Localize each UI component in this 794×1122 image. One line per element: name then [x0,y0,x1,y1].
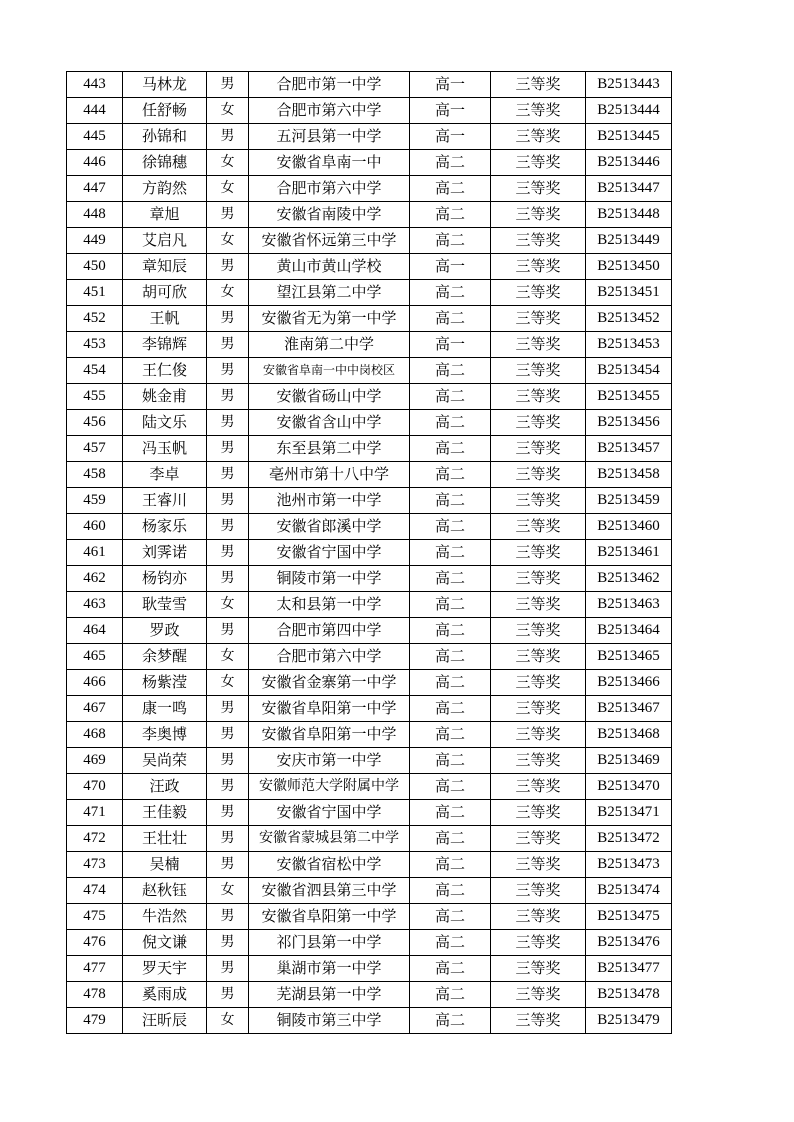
school-name: 安徽省宁国中学 [249,800,410,826]
student-gender: 男 [207,202,249,228]
certificate-code: B2513445 [586,124,672,150]
school-name: 合肥市第一中学 [249,72,410,98]
row-number: 458 [67,462,123,488]
school-name: 祁门县第一中学 [249,930,410,956]
school-name: 巢湖市第一中学 [249,956,410,982]
row-number: 479 [67,1008,123,1034]
grade-level: 高二 [410,280,491,306]
grade-level: 高二 [410,566,491,592]
table-row [67,280,672,306]
grade-level: 高二 [410,670,491,696]
table-row [67,592,672,618]
award-level: 三等奖 [491,930,586,956]
school-name: 安徽省郎溪中学 [249,514,410,540]
certificate-code: B2513459 [586,488,672,514]
grade-level: 高二 [410,410,491,436]
certificate-code: B2513464 [586,618,672,644]
table-row [67,644,672,670]
student-name: 吴楠 [123,852,207,878]
table-row [67,982,672,1008]
table-row [67,488,672,514]
grade-level: 高二 [410,306,491,332]
award-level: 三等奖 [491,540,586,566]
certificate-code: B2513473 [586,852,672,878]
student-name: 徐锦穗 [123,150,207,176]
grade-level: 高二 [410,618,491,644]
grade-level: 高二 [410,774,491,800]
student-name: 孙锦和 [123,124,207,150]
award-winners-table [66,71,672,1034]
award-level: 三等奖 [491,72,586,98]
certificate-code: B2513475 [586,904,672,930]
table-row [67,904,672,930]
student-gender: 女 [207,1008,249,1034]
certificate-code: B2513455 [586,384,672,410]
table-row [67,358,672,384]
school-name: 安徽省宿松中学 [249,852,410,878]
award-level: 三等奖 [491,280,586,306]
grade-level: 高二 [410,514,491,540]
certificate-code: B2513477 [586,956,672,982]
school-name: 安徽省阜阳第一中学 [249,696,410,722]
row-number: 463 [67,592,123,618]
row-number: 466 [67,670,123,696]
grade-level: 高一 [410,72,491,98]
certificate-code: B2513461 [586,540,672,566]
school-name: 安徽省泗县第三中学 [249,878,410,904]
award-level: 三等奖 [491,982,586,1008]
award-level: 三等奖 [491,566,586,592]
row-number: 460 [67,514,123,540]
student-gender: 男 [207,72,249,98]
row-number: 454 [67,358,123,384]
award-level: 三等奖 [491,618,586,644]
certificate-code: B2513470 [586,774,672,800]
student-name: 王佳毅 [123,800,207,826]
student-gender: 女 [207,98,249,124]
student-gender: 男 [207,488,249,514]
grade-level: 高二 [410,930,491,956]
table-row [67,462,672,488]
student-name: 汪昕辰 [123,1008,207,1034]
award-level: 三等奖 [491,462,586,488]
school-name: 合肥市第六中学 [249,98,410,124]
award-level: 三等奖 [491,306,586,332]
student-gender: 男 [207,800,249,826]
row-number: 462 [67,566,123,592]
student-gender: 男 [207,462,249,488]
student-name: 章旭 [123,202,207,228]
school-name: 铜陵市第一中学 [249,566,410,592]
certificate-code: B2513467 [586,696,672,722]
certificate-code: B2513456 [586,410,672,436]
student-gender: 女 [207,644,249,670]
school-name: 芜湖县第一中学 [249,982,410,1008]
student-gender: 男 [207,930,249,956]
certificate-code: B2513452 [586,306,672,332]
grade-level: 高一 [410,98,491,124]
award-level: 三等奖 [491,514,586,540]
row-number: 470 [67,774,123,800]
grade-level: 高二 [410,462,491,488]
grade-level: 高二 [410,748,491,774]
school-name: 安徽省阜阳第一中学 [249,722,410,748]
student-name: 牛浩然 [123,904,207,930]
student-name: 杨钧亦 [123,566,207,592]
certificate-code: B2513479 [586,1008,672,1034]
school-name: 望江县第二中学 [249,280,410,306]
certificate-code: B2513471 [586,800,672,826]
student-gender: 男 [207,904,249,930]
table-row [67,202,672,228]
student-gender: 男 [207,124,249,150]
school-name: 淮南第二中学 [249,332,410,358]
student-name: 刘霁诺 [123,540,207,566]
school-name: 合肥市第六中学 [249,644,410,670]
award-level: 三等奖 [491,98,586,124]
grade-level: 高二 [410,878,491,904]
certificate-code: B2513443 [586,72,672,98]
student-gender: 女 [207,670,249,696]
certificate-code: B2513462 [586,566,672,592]
school-name: 安徽省金寨第一中学 [249,670,410,696]
table-row [67,514,672,540]
award-level: 三等奖 [491,722,586,748]
award-level: 三等奖 [491,826,586,852]
row-number: 465 [67,644,123,670]
grade-level: 高二 [410,696,491,722]
table-row [67,800,672,826]
student-name: 李奥博 [123,722,207,748]
certificate-code: B2513460 [586,514,672,540]
student-name: 吴尚荣 [123,748,207,774]
student-gender: 男 [207,826,249,852]
certificate-code: B2513444 [586,98,672,124]
student-name: 冯玉帆 [123,436,207,462]
school-name: 东至县第二中学 [249,436,410,462]
row-number: 447 [67,176,123,202]
student-name: 王仁俊 [123,358,207,384]
student-name: 奚雨成 [123,982,207,1008]
student-gender: 男 [207,696,249,722]
award-level: 三等奖 [491,904,586,930]
student-gender: 男 [207,358,249,384]
certificate-code: B2513453 [586,332,672,358]
grade-level: 高二 [410,358,491,384]
table-row [67,852,672,878]
grade-level: 高一 [410,332,491,358]
certificate-code: B2513451 [586,280,672,306]
table-row [67,176,672,202]
student-gender: 男 [207,748,249,774]
award-level: 三等奖 [491,774,586,800]
award-level: 三等奖 [491,176,586,202]
table-row [67,774,672,800]
row-number: 477 [67,956,123,982]
school-name: 亳州市第十八中学 [249,462,410,488]
student-name: 康一鸣 [123,696,207,722]
row-number: 443 [67,72,123,98]
student-gender: 女 [207,176,249,202]
table-row [67,1008,672,1034]
award-level: 三等奖 [491,124,586,150]
table-row [67,254,672,280]
certificate-code: B2513478 [586,982,672,1008]
table-row [67,826,672,852]
student-name: 李锦辉 [123,332,207,358]
award-level: 三等奖 [491,852,586,878]
student-gender: 男 [207,774,249,800]
grade-level: 高二 [410,488,491,514]
student-gender: 男 [207,566,249,592]
table-row [67,124,672,150]
certificate-code: B2513447 [586,176,672,202]
row-number: 450 [67,254,123,280]
school-name: 铜陵市第三中学 [249,1008,410,1034]
student-name: 方韵然 [123,176,207,202]
table-row [67,332,672,358]
school-name: 安徽省南陵中学 [249,202,410,228]
grade-level: 高二 [410,644,491,670]
school-name: 安徽省砀山中学 [249,384,410,410]
row-number: 453 [67,332,123,358]
student-gender: 男 [207,514,249,540]
student-gender: 男 [207,540,249,566]
student-gender: 男 [207,852,249,878]
award-level: 三等奖 [491,670,586,696]
grade-level: 高二 [410,1008,491,1034]
student-gender: 男 [207,306,249,332]
row-number: 444 [67,98,123,124]
school-name: 安徽省蒙城县第二中学 [249,826,410,852]
student-name: 罗政 [123,618,207,644]
grade-level: 高一 [410,124,491,150]
award-level: 三等奖 [491,384,586,410]
table-row [67,930,672,956]
school-name: 安徽省含山中学 [249,410,410,436]
table-row [67,696,672,722]
grade-level: 高二 [410,826,491,852]
certificate-code: B2513469 [586,748,672,774]
certificate-code: B2513472 [586,826,672,852]
student-name: 王睿川 [123,488,207,514]
table-row [67,306,672,332]
certificate-code: B2513449 [586,228,672,254]
award-level: 三等奖 [491,202,586,228]
certificate-code: B2513463 [586,592,672,618]
row-number: 446 [67,150,123,176]
row-number: 459 [67,488,123,514]
student-gender: 男 [207,618,249,644]
table-row [67,566,672,592]
student-gender: 男 [207,436,249,462]
grade-level: 高二 [410,384,491,410]
row-number: 472 [67,826,123,852]
student-gender: 男 [207,410,249,436]
row-number: 473 [67,852,123,878]
grade-level: 高二 [410,176,491,202]
certificate-code: B2513466 [586,670,672,696]
award-level: 三等奖 [491,150,586,176]
grade-level: 高一 [410,254,491,280]
award-level: 三等奖 [491,748,586,774]
table-row [67,72,672,98]
student-name: 艾启凡 [123,228,207,254]
student-name: 杨家乐 [123,514,207,540]
student-gender: 男 [207,332,249,358]
row-number: 464 [67,618,123,644]
certificate-code: B2513474 [586,878,672,904]
student-name: 赵秋钰 [123,878,207,904]
table-row [67,748,672,774]
certificate-code: B2513454 [586,358,672,384]
school-name: 安徽省阜南一中 [249,150,410,176]
student-name: 余梦醒 [123,644,207,670]
school-name: 安徽省无为第一中学 [249,306,410,332]
student-name: 章知辰 [123,254,207,280]
row-number: 457 [67,436,123,462]
award-level: 三等奖 [491,878,586,904]
certificate-code: B2513465 [586,644,672,670]
school-name: 安徽师范大学附属中学 [249,774,410,800]
award-level: 三等奖 [491,592,586,618]
grade-level: 高二 [410,592,491,618]
award-level: 三等奖 [491,956,586,982]
table-body [67,72,672,1034]
student-gender: 男 [207,722,249,748]
table-row [67,228,672,254]
student-gender: 女 [207,280,249,306]
student-gender: 男 [207,384,249,410]
student-name: 倪文谦 [123,930,207,956]
row-number: 461 [67,540,123,566]
award-level: 三等奖 [491,436,586,462]
row-number: 468 [67,722,123,748]
grade-level: 高二 [410,904,491,930]
student-name: 陆文乐 [123,410,207,436]
award-level: 三等奖 [491,332,586,358]
student-gender: 女 [207,228,249,254]
row-number: 467 [67,696,123,722]
student-gender: 女 [207,592,249,618]
school-name: 池州市第一中学 [249,488,410,514]
student-name: 王壮壮 [123,826,207,852]
school-name: 合肥市第六中学 [249,176,410,202]
table-row [67,384,672,410]
grade-level: 高二 [410,800,491,826]
grade-level: 高二 [410,982,491,1008]
grade-level: 高二 [410,228,491,254]
row-number: 478 [67,982,123,1008]
row-number: 471 [67,800,123,826]
student-gender: 男 [207,982,249,1008]
table-row [67,722,672,748]
row-number: 449 [67,228,123,254]
award-level: 三等奖 [491,228,586,254]
school-name: 安庆市第一中学 [249,748,410,774]
certificate-code: B2513476 [586,930,672,956]
school-name: 黄山市黄山学校 [249,254,410,280]
grade-level: 高二 [410,852,491,878]
certificate-code: B2513446 [586,150,672,176]
student-name: 汪政 [123,774,207,800]
student-name: 姚金甫 [123,384,207,410]
award-level: 三等奖 [491,696,586,722]
student-gender: 男 [207,254,249,280]
certificate-code: B2513468 [586,722,672,748]
school-name: 安徽省阜阳第一中学 [249,904,410,930]
student-name: 耿莹雪 [123,592,207,618]
grade-level: 高二 [410,540,491,566]
student-name: 杨紫滢 [123,670,207,696]
table-row [67,670,672,696]
award-level: 三等奖 [491,800,586,826]
certificate-code: B2513450 [586,254,672,280]
table-row [67,618,672,644]
table-row [67,98,672,124]
school-name: 五河县第一中学 [249,124,410,150]
award-level: 三等奖 [491,1008,586,1034]
row-number: 469 [67,748,123,774]
student-name: 胡可欣 [123,280,207,306]
school-name: 安徽省宁国中学 [249,540,410,566]
grade-level: 高二 [410,202,491,228]
school-name: 安徽省怀远第三中学 [249,228,410,254]
row-number: 452 [67,306,123,332]
table-row [67,150,672,176]
award-level: 三等奖 [491,644,586,670]
row-number: 476 [67,930,123,956]
row-number: 475 [67,904,123,930]
table-row [67,410,672,436]
row-number: 451 [67,280,123,306]
school-name: 太和县第一中学 [249,592,410,618]
certificate-code: B2513458 [586,462,672,488]
school-name: 安徽省阜南一中中岗校区 [249,358,410,384]
student-name: 任舒畅 [123,98,207,124]
award-level: 三等奖 [491,254,586,280]
student-name: 马林龙 [123,72,207,98]
row-number: 474 [67,878,123,904]
table-row [67,436,672,462]
row-number: 445 [67,124,123,150]
award-level: 三等奖 [491,488,586,514]
row-number: 448 [67,202,123,228]
student-gender: 女 [207,878,249,904]
award-level: 三等奖 [491,358,586,384]
student-gender: 女 [207,150,249,176]
grade-level: 高二 [410,956,491,982]
grade-level: 高二 [410,150,491,176]
student-name: 王帆 [123,306,207,332]
table-row [67,956,672,982]
row-number: 456 [67,410,123,436]
table-row [67,878,672,904]
grade-level: 高二 [410,436,491,462]
student-gender: 男 [207,956,249,982]
school-name: 合肥市第四中学 [249,618,410,644]
table-row [67,540,672,566]
grade-level: 高二 [410,722,491,748]
student-name: 罗天宇 [123,956,207,982]
certificate-code: B2513448 [586,202,672,228]
certificate-code: B2513457 [586,436,672,462]
award-level: 三等奖 [491,410,586,436]
student-name: 李卓 [123,462,207,488]
row-number: 455 [67,384,123,410]
